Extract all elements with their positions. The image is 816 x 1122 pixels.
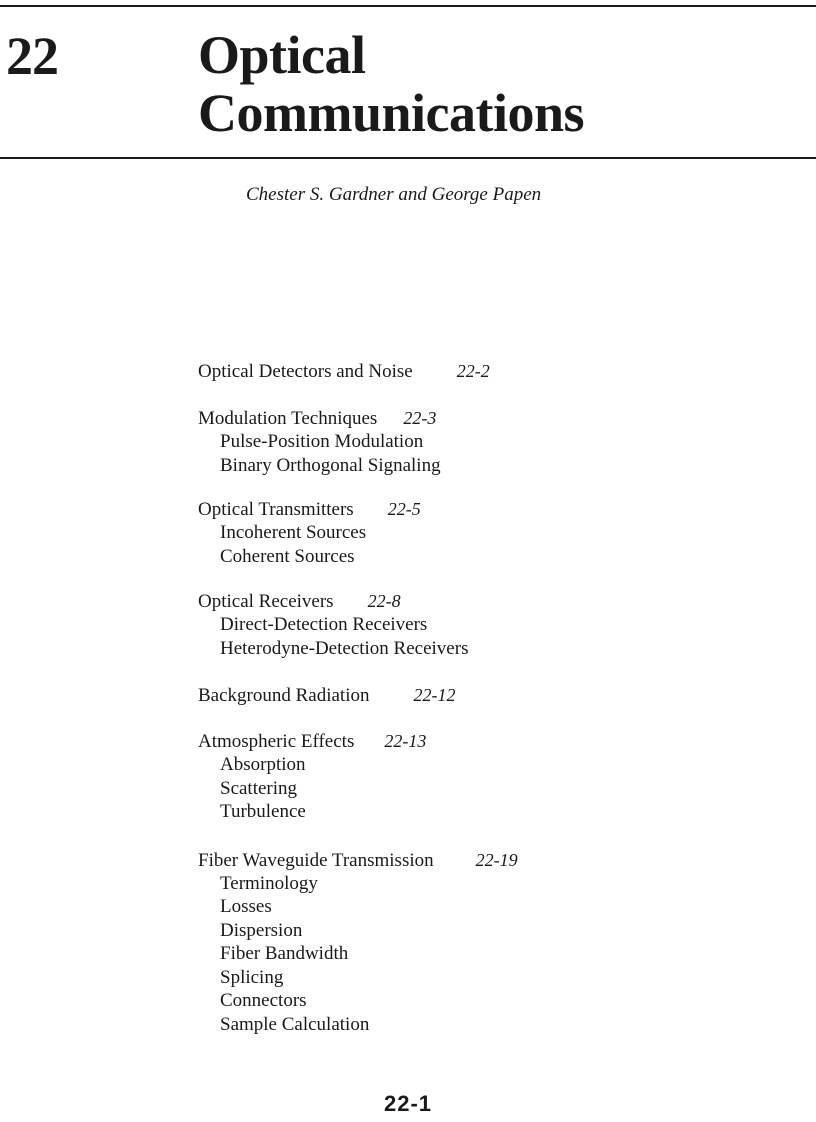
toc-subsection: Scattering — [220, 777, 298, 799]
header-rule — [0, 157, 816, 159]
toc-subsection: Direct-Detection Receivers — [220, 614, 428, 635]
chapter-authors: Chester S. Gardner and George Papen — [246, 184, 542, 205]
toc-subsection: Incoherent Sources — [220, 522, 367, 543]
toc-subsection: Terminology — [220, 872, 318, 894]
toc-page-reference: 22-2 — [456, 361, 490, 381]
toc-subsection-list — [198, 753, 758, 824]
toc-section-title: Optical Receivers — [198, 591, 334, 612]
toc-section-title: Atmospheric Effects — [198, 731, 355, 752]
toc-subsection: Dispersion — [220, 919, 303, 941]
toc-page-reference: 22-5 — [387, 499, 421, 519]
top-rule — [0, 5, 816, 7]
toc-section — [198, 729, 758, 824]
toc-subsection: Turbulence — [220, 801, 306, 822]
toc-subsection-list — [198, 521, 758, 568]
toc-subsection: Fiber Bandwidth — [220, 943, 349, 964]
toc-subsection: Losses — [220, 896, 272, 917]
toc-subsection: Splicing — [220, 966, 284, 988]
toc-page-reference: 22-13 — [384, 731, 427, 751]
toc-page-reference: 22-12 — [413, 685, 456, 705]
toc-section-title: Optical Transmitters — [198, 499, 354, 520]
toc-section — [198, 683, 758, 707]
toc-section-title: Fiber Waveguide Transmission — [198, 849, 434, 871]
toc-section — [198, 848, 758, 1037]
table-of-contents — [198, 359, 758, 1036]
toc-subsection: Heterodyne-Detection Receivers — [220, 637, 469, 659]
toc-section — [198, 589, 758, 660]
toc-section-heading — [198, 406, 758, 430]
toc-subsection: Pulse-Position Modulation — [220, 431, 424, 452]
toc-subsection-list — [198, 872, 758, 1037]
toc-page-reference: 22-8 — [367, 591, 401, 611]
toc-section-heading — [198, 729, 758, 753]
chapter-number: 22 — [6, 26, 58, 86]
toc-subsection: Sample Calculation — [220, 1013, 370, 1035]
page-number: 22-1 — [383, 1091, 433, 1116]
toc-subsection: Absorption — [220, 754, 306, 775]
toc-subsection-list — [198, 430, 758, 477]
chapter-title-line: Communications — [198, 83, 585, 143]
toc-section-heading — [198, 683, 758, 707]
toc-page-reference: 22-3 — [403, 408, 437, 428]
toc-section-heading — [198, 589, 758, 613]
toc-subsection: Binary Orthogonal Signaling — [220, 454, 441, 476]
toc-section-title: Optical Detectors and Noise — [198, 361, 413, 382]
chapter-title — [198, 26, 584, 142]
toc-page-reference: 22-19 — [475, 849, 518, 870]
chapter-title-line: Optical — [198, 25, 366, 85]
toc-section — [198, 497, 758, 568]
toc-section — [198, 359, 758, 383]
toc-section-title: Background Radiation — [198, 685, 370, 706]
toc-section-title: Modulation Techniques — [198, 408, 378, 429]
toc-section-heading — [198, 848, 758, 872]
toc-section-heading — [198, 497, 758, 521]
toc-subsection-list — [198, 613, 758, 660]
toc-section-heading — [198, 359, 758, 383]
toc-subsection: Connectors — [220, 990, 307, 1011]
toc-section — [198, 406, 758, 477]
toc-subsection: Coherent Sources — [220, 545, 355, 567]
